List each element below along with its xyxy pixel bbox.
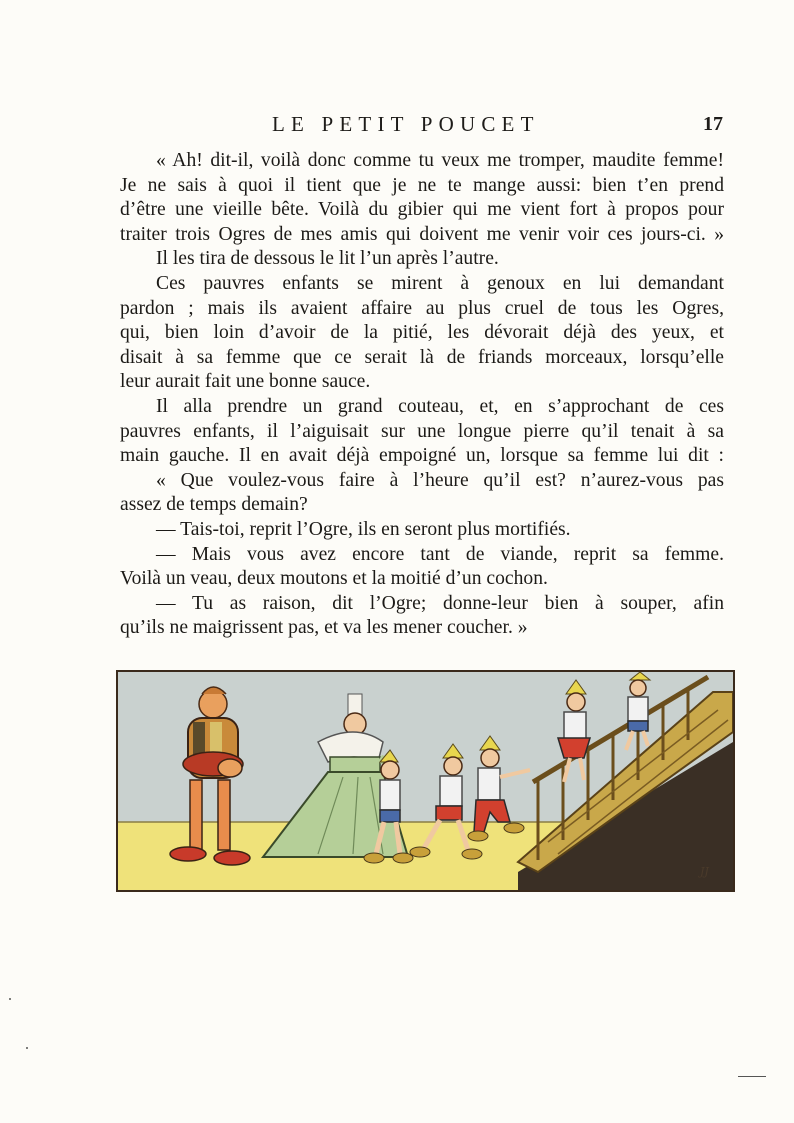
text-line: « Ah! dit-il, voilà donc comme tu veux me tromper, maudite femme!: [156, 150, 724, 171]
text-line: traiter trois Ogres de mes amis qui doivent me venir voir ces jours-ci. »: [120, 223, 724, 245]
scan-speck: [26, 1047, 28, 1049]
text-line: — Tais-toi, reprit l’Ogre, ils en seront plus mortifiés.: [156, 518, 571, 540]
text-line: Voilà un veau, deux moutons et la moitié d’un cochon.: [120, 568, 548, 590]
text-line: « Que voulez-vous faire à l’heure qu’il est? n’aurez-vous pas: [156, 469, 724, 491]
artist-signature: JJ: [700, 865, 709, 878]
text-line: d’être une vieille bête. Voilà du gibier qui me vient fort à propos pour: [120, 199, 724, 221]
text-line: leur aurait fait une bonne sauce.: [120, 371, 371, 393]
text-line: — Tu as raison, dit l’Ogre; donne-leur bien à souper, afin: [156, 592, 724, 614]
text-line: disait à sa femme que ce serait là de friands morceaux, lorsqu’elle: [120, 346, 724, 368]
text-line: Je ne sais à quoi il tient que je ne te mange aussi: bien t’en prend: [120, 174, 724, 196]
text-line: Il alla prendre un grand couteau, et, en s’approchant de ces: [156, 395, 724, 417]
ogre-scene-illustration: [118, 672, 733, 890]
text-line: — Mais vous avez encore tant de viande, reprit sa femme.: [156, 543, 724, 565]
text-line: Il les tira de dessous le lit l’un après l’autre.: [156, 248, 499, 270]
page-number: 17: [703, 113, 723, 135]
text-line: pardon ; mais ils avaient affaire au plus cruel de tous les Ogres,: [120, 297, 724, 319]
text-line: pauvres enfants, il l’aiguisait sur une longue pierre qu’il tenait à sa: [120, 420, 724, 442]
text-line: Ces pauvres enfants se mirent à genoux en lui demandant: [156, 272, 724, 294]
scan-speck: [738, 1076, 766, 1077]
text-line: main gauche. Il en avait déjà empoigné un, lorsque sa femme lui dit :: [120, 445, 724, 467]
illustration-frame: [116, 670, 735, 892]
text-line: qui, bien loin d’avoir de la pitié, les dévorait déjà des yeux, et: [120, 322, 724, 344]
text-line: qu’ils ne maigrissent pas, et va les mener coucher. »: [120, 617, 528, 639]
body-text: [120, 149, 724, 641]
running-title: LE PETIT POUCET: [272, 112, 540, 136]
running-header: [0, 112, 794, 138]
scan-speck: [9, 998, 11, 1000]
text-line: assez de temps demain?: [120, 494, 308, 516]
